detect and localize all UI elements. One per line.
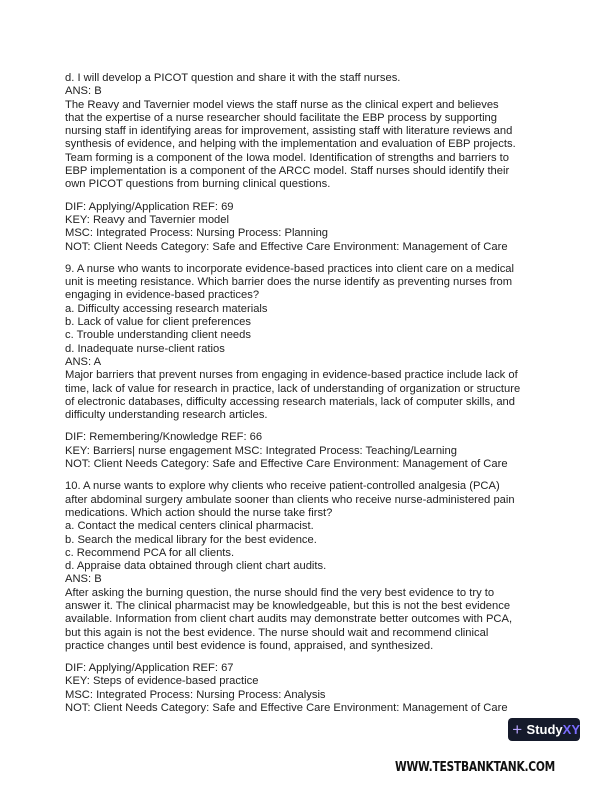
question-8-answer-rationale: d. I will develop a PICOT question and share it with the staff nurses. ANS: B The Reavy and Tavernier model views the staff nurse as the clinical expert and believes that the expertise of a nurse researcher should facilitate the EBP process by supporting nursing staff in identifying areas for improvement, assisting staff with literature reviews and synthesis of evidence, and helping with the implementation and evaluation of EBP projects. Team forming is a component of the Iowa model. Identification of strengths and barriers to EBP implementation is a component of the ARCC model. Staff nurses should identify their own PICOT questions from burning clinical questions.: [65, 72, 516, 191]
question-10: 10. A nurse wants to explore why clients who receive patient-controlled analgesia (PCA) after abdominal surgery ambulate sooner than clients who receive nurse-administered pain medications. Which action should the nurse take first? a. Contact the medical centers clinical pharmacist. b. Search the medical library for the best evidence. c. Recommend PCA for all clients. d. Appraise data obtained through client chart audits. ANS: B After asking the burning question, the nurse should find the very best evidence to try to answer it. The clinical pharmacist may be knowledgeable, but this is not the best evidence available. Information from client chart audits may demonstrate better outcomes with PCA, but this again is not the best evidence. The nurse should wait and recommend clinical practice changes until best evidence is found, appraised, and synthesized.: [65, 480, 515, 652]
footer-website: WWW.TESTBANKTANK.COM: [395, 760, 556, 775]
logo-text: StudyXY: [526, 722, 580, 737]
question-9-metadata: DIF: Remembering/Knowledge REF: 66 KEY: Barriers| nurse engagement MSC: Integrated Process: Teaching/Learning NOT: Client Needs Category: Safe and Effective Care Environment: Management of Care: [65, 431, 508, 471]
question-9: 9. A nurse who wants to incorporate evidence-based practices into client care on a medical unit is meeting resistance. Which barrier does the nurse identify as preventing nurses from engaging in evidence-based practices? a. Difficulty accessing research materials b. Lack of value for client preferences c. Trouble understanding client needs d. Inadequate nurse-client ratios ANS: A Major barriers that prevent nurses from engaging in evidence-based practice include lack of time, lack of value for research in practice, lack of understanding of organization or structure of electronic databases, difficulty accessing research materials, lack of computer skills, and difficulty understanding research articles.: [65, 262, 521, 422]
studyxy-logo: [508, 718, 580, 741]
question-8-metadata: DIF: Applying/Application REF: 69 KEY: Reavy and Tavernier model MSC: Integrated Process: Nursing Process: Planning NOT: Client Needs Category: Safe and Effective Care Environment: Management of Care: [65, 200, 508, 253]
question-10-metadata: DIF: Applying/Application REF: 67 KEY: Steps of evidence-based practice MSC: Integrated Process: Nursing Process: Analysis NOT: Client Needs Category: Safe and Effective Care Environment: Management of Care: [65, 662, 508, 715]
plus-icon: +: [512, 719, 523, 739]
document-body: [65, 72, 585, 724]
